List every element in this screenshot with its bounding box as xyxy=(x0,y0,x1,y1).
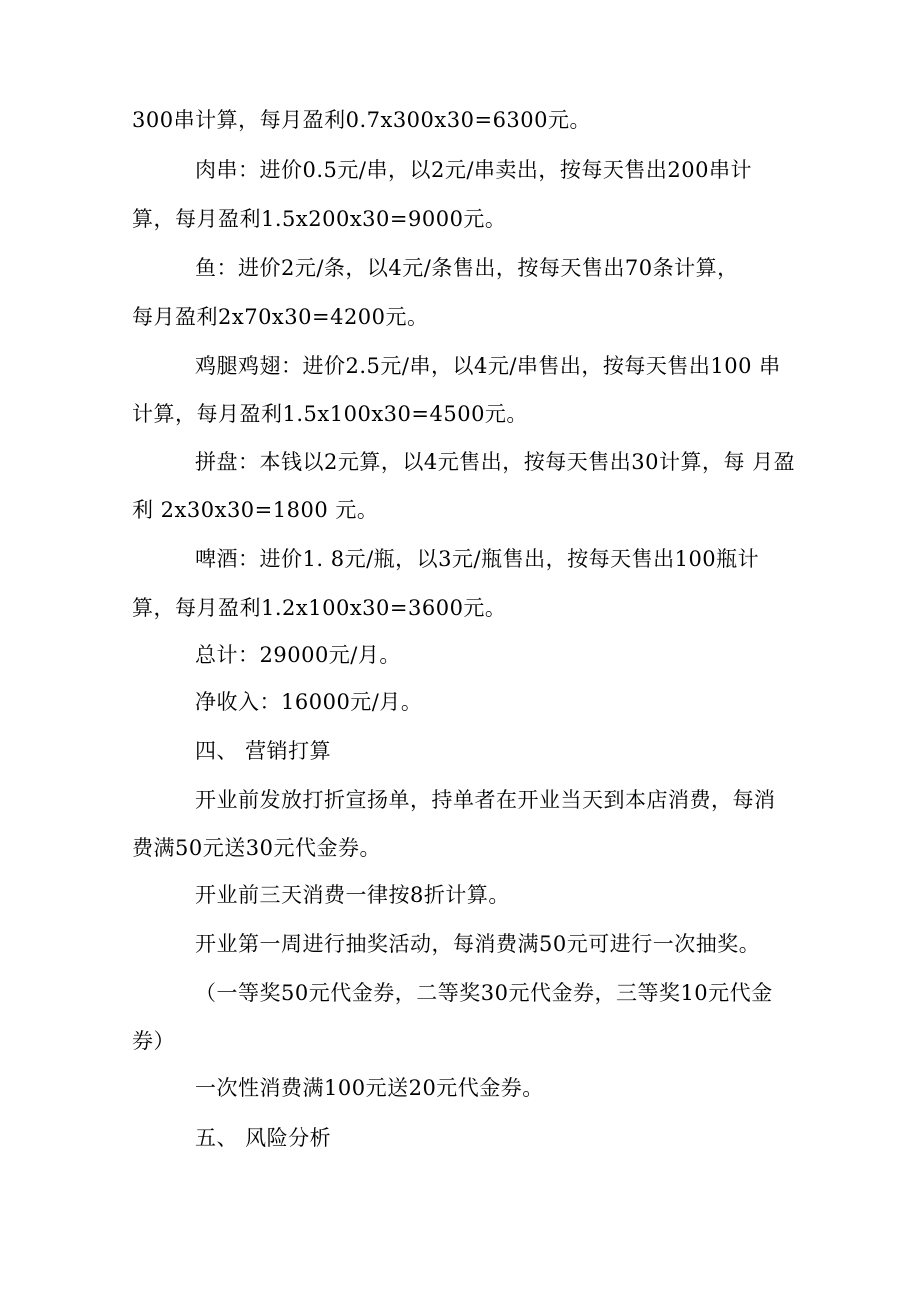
section-heading: 四、 营销打算 xyxy=(195,739,332,763)
text-line: 计算，每月盈利1.5x100x30=4500元。 xyxy=(132,402,528,426)
text-line: 啤酒：进价1. 8元/瓶，以3元/瓶售出，按每天售出100瓶计 xyxy=(195,547,760,571)
text-line: （一等奖50元代金券，二等奖30元代金券，三等奖10元代金 xyxy=(195,981,773,1005)
text-line: 开业第一周进行抽奖活动，每消费满50元可进行一次抽奖。 xyxy=(195,932,761,956)
text-line: 鱼：进价2元/条，以4元/条售出，按每天售出70条计算， xyxy=(195,256,739,280)
text-line: 肉串：进价0.5元/串，以2元/串卖出，按每天售出200串计 xyxy=(195,158,752,182)
text-line: 每月盈利2x70x30=4200元。 xyxy=(132,305,429,329)
text-line: 净收入：16000元/月。 xyxy=(195,690,423,714)
text-line: 总计：29000元/月。 xyxy=(195,643,401,667)
text-line: 费满50元送30元代金券。 xyxy=(132,836,381,860)
text-line: 开业前发放打折宣扬单，持单者在开业当天到本店消费，每消 xyxy=(195,788,776,812)
text-line: 鸡腿鸡翅：进价2.5元/串，以4元/串售出，按每天售出100 串 xyxy=(195,354,781,378)
text-line: 开业前三天消费一律按8折计算。 xyxy=(195,883,510,907)
text-line: 券） xyxy=(132,1029,175,1053)
text-line: 一次性消费满100元送20元代金券。 xyxy=(195,1076,544,1100)
text-line: 拼盘：本钱以2元算，以4元售出，按每天售出30计算，每 月盈 xyxy=(195,450,796,474)
text-line: 算，每月盈利1.5x200x30=9000元。 xyxy=(132,207,507,231)
text-line: 算，每月盈利1.2x100x30=3600元。 xyxy=(132,596,507,620)
text-line: 300串计算，每月盈利0.7x300x30=6300元。 xyxy=(132,108,592,132)
text-line: 利 2x30x30=1800 元。 xyxy=(132,498,379,522)
section-heading: 五、 风险分析 xyxy=(195,1126,332,1150)
